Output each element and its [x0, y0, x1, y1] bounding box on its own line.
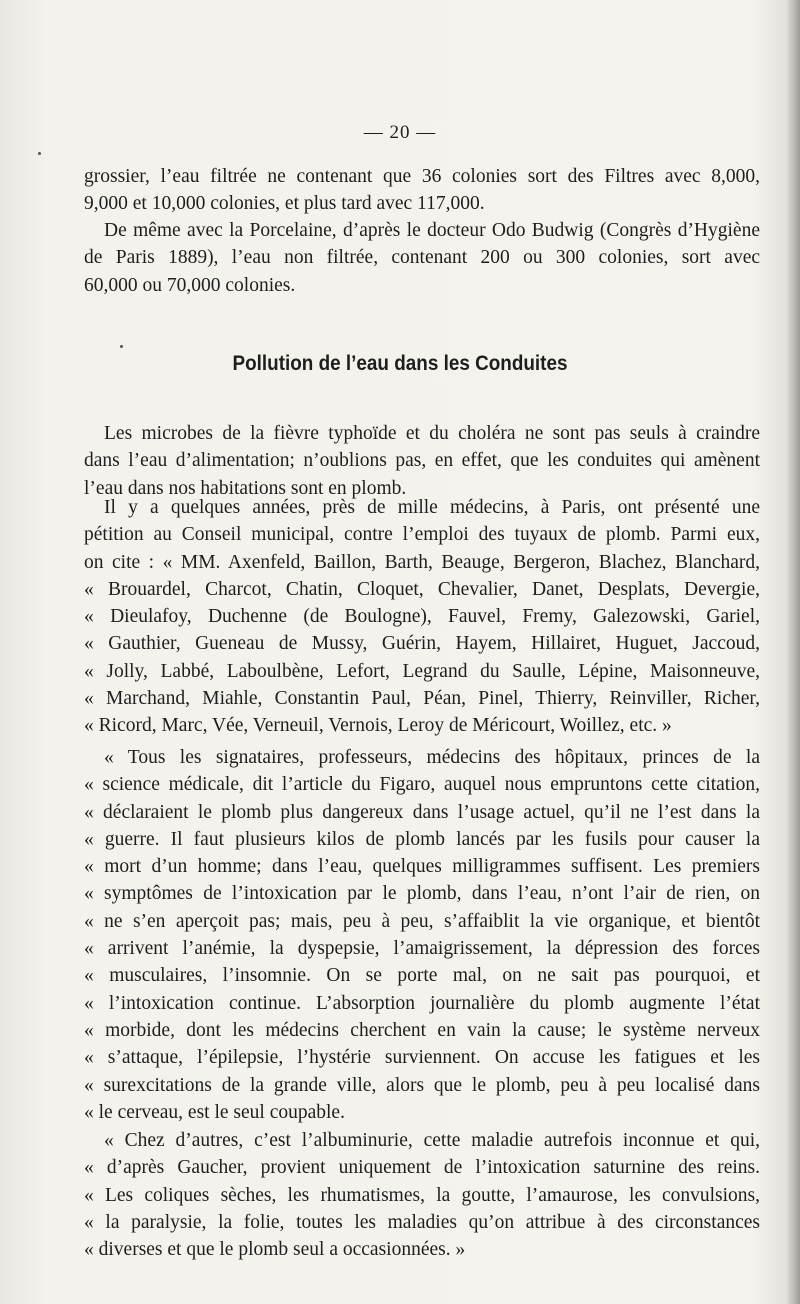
text-line: de Paris 1889), l’eau non filtrée, contenant 200 ou 300 colonies, sort avec — [84, 247, 760, 269]
text-line: « Dieulafoy, Duchenne (de Boulogne), Fauvel, Fremy, Galezowski, Gariel, — [84, 606, 760, 628]
text-line: « ne s’en aperçoit pas; mais, peu à peu, s’affaiblit la vie organique, et bientôt — [84, 910, 760, 932]
text-line: « morbide, dont les médecins cherchent en vain la cause; le système nerveux — [84, 1019, 760, 1041]
text-line: Les microbes de la fièvre typhoïde et du choléra ne sont pas seuls à craindre — [104, 423, 760, 444]
text-line: De même avec la Porcelaine, d’après le docteur Odo Budwig (Congrès d’Hygiène — [104, 220, 760, 241]
text-line: pétition au Conseil municipal, contre l’emploi des tuyaux de plomb. Parmi eux, — [84, 524, 760, 546]
text-line: 9,000 et 10,000 colonies, et plus tard avec 117,000. — [84, 193, 485, 215]
text-line: « d’après Gaucher, provient uniquement de l’intoxication saturnine des reins. — [84, 1157, 760, 1179]
text-line: « arrivent l’anémie, la dyspepsie, l’amaigrissement, la dépression des forces — [84, 938, 760, 960]
text-line: « Tous les signataires, professeurs, médecins des hôpitaux, princes de la — [104, 747, 760, 768]
scan-speck — [120, 345, 123, 348]
text-line: « science médicale, dit l’article du Figaro, auquel nous empruntons cette citation, — [84, 774, 760, 796]
text-line: « diverses et que le plomb seul a occasionnées. » — [84, 1239, 466, 1261]
text-line: on cite : « MM. Axenfeld, Baillon, Barth, Beauge, Bergeron, Blachez, Blanchard, — [84, 551, 760, 573]
scan-speck — [38, 152, 41, 155]
text-line: « Gauthier, Gueneau de Mussy, Guérin, Hayem, Hillairet, Huguet, Jaccoud, — [84, 633, 760, 655]
text-line: « s’attaque, l’épilepsie, l’hystérie surviennent. On accuse les fatigues et les — [84, 1047, 760, 1069]
text-line: 60,000 ou 70,000 colonies. — [84, 274, 296, 296]
paragraph-6 — [84, 1127, 760, 1263]
text-line: « surexcitations de la grande ville, alors que le plomb, peu à peu localisé dans — [84, 1074, 760, 1096]
page-number: — 20 — — [363, 122, 437, 143]
text-line: « la paralysie, la folie, toutes les maladies qu’on attribue à des circonstances — [84, 1211, 760, 1233]
text-line: « musculaires, l’insomnie. On se porte mal, on ne sait pas pourquoi, et — [84, 965, 760, 987]
text-line: « mort d’un homme; dans l’eau, quelques milligrammes suffisent. Les premiers — [84, 856, 760, 878]
paragraph-1 — [84, 163, 760, 218]
text-line: grossier, l’eau filtrée ne contenant que 36 colonies sort des Filtres avec 8,000, — [84, 166, 760, 187]
page-edge-shadow — [786, 0, 800, 1304]
text-line: « l’intoxication continue. L’absorption journalière du plomb augmente l’état — [84, 992, 760, 1014]
section-title: Pollution de l’eau dans les Conduites — [232, 352, 568, 375]
text-line: « déclaraient le plomb plus dangereux dans l’usage actuel, qu’il ne l’est dans la — [84, 801, 760, 823]
text-line: « guerre. Il faut plusieurs kilos de plomb lancés par les fusils pour causer la — [84, 828, 760, 850]
text-line: « Les coliques sèches, les rhumatismes, la goutte, l’amaurose, les convulsions, — [84, 1184, 760, 1206]
paragraph-5 — [84, 744, 760, 1126]
text-line: l’eau dans nos habitations sont en plomb. — [84, 477, 407, 499]
text-line: dans l’eau d’alimentation; n’oublions pas, en effet, que les conduites qui amènent — [84, 450, 760, 472]
text-line: « le cerveau, est le seul coupable. — [84, 1101, 345, 1123]
text-line: « Brouardel, Charcot, Chatin, Cloquet, Chevalier, Danet, Desplats, Devergie, — [84, 578, 760, 600]
paragraph-2 — [84, 217, 760, 299]
text-line: « Chez d’autres, c’est l’albuminurie, cette maladie autrefois inconnue et qui, — [104, 1130, 760, 1151]
paragraph-4 — [84, 494, 760, 740]
text-line: « symptômes de l’intoxication par le plomb, dans l’eau, n’ont l’air de rien, on — [84, 883, 760, 905]
text-line: « Ricord, Marc, Vée, Verneuil, Vernois, Leroy de Méricourt, Woillez, etc. » — [84, 715, 672, 737]
paragraph-3 — [84, 420, 760, 502]
text-line: Il y a quelques années, près de mille médecins, à Paris, ont présenté une — [104, 497, 760, 518]
text-line: « Jolly, Labbé, Laboulbène, Lefort, Legrand du Saulle, Lépine, Maisonneuve, — [84, 660, 760, 682]
text-line: « Marchand, Miahle, Constantin Paul, Péan, Pinel, Thierry, Reinviller, Richer, — [84, 688, 760, 710]
